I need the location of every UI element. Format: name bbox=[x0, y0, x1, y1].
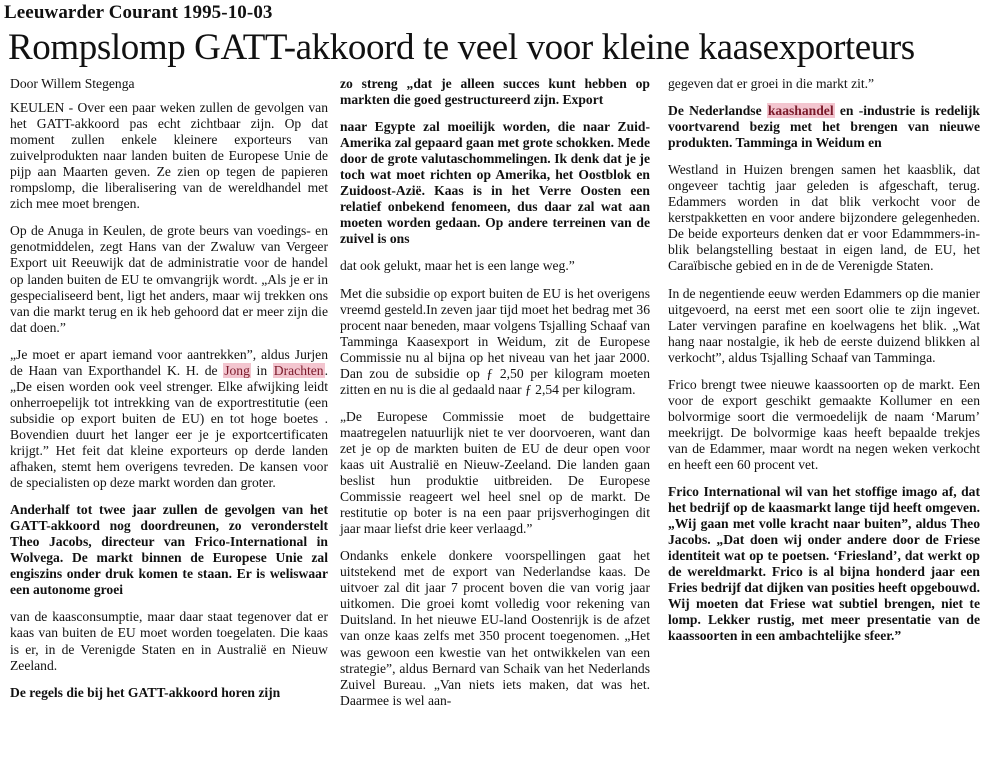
paragraph bbox=[10, 223, 328, 335]
headline: Rompslomp GATT-akkoord te veel voor kleine kaasexporteurs bbox=[8, 27, 915, 68]
text: Op de Anuga in Keulen, de grote beurs van voedings- en genotmiddelen, zegt Hans van der Zwaluw van Vergeer Export uit Reeuwijk dat de administratie voor de handel op landen buiten de EU te omvangrijk wordt. „Als je er in gespecialiseerd bent, ligt het anders, maar wij trekken ons van die markt terug en ik heb gehoord dat er meer zijn die dat doen.” bbox=[10, 223, 328, 335]
masthead: Leeuwarder Courant 1995-10-03 bbox=[4, 2, 273, 23]
text: De Nederlandse bbox=[668, 103, 767, 119]
highlight-kaashandel: kaashandel bbox=[767, 103, 834, 119]
paragraph: Met die subsidie op export buiten de EU is het overigens vreemd gesteld.In zeven jaar tijd moet het bedrag met 36 procent naar beneden, maar volgens Tsjalling Schaaf van Tamminga Kaasexport in Weidum, zit de Europese Commissie nu al bijna op het niveau van het jaar 2000. Dan zou de subsidie op ƒ 2,50 per kilogram moeten zitten en nu is die al gedaald naar ƒ 2,54 per kilogram. bbox=[340, 285, 650, 397]
column-2 bbox=[340, 76, 650, 720]
text: in bbox=[250, 362, 273, 378]
paragraph: zo streng „dat je alleen succes kunt hebben op markten die goed gestructureerd zijn. Export bbox=[340, 76, 650, 108]
byline: Door Willem Stegenga bbox=[10, 76, 135, 91]
text: „Je moet er apart iemand voor aantrekken”, aldus Jurjen de Haan van Exporthandel K. H. de bbox=[10, 346, 328, 378]
paragraph: van de kaasconsumptie, maar daar staat tegenover dat er kaas van buiten de EU moet worden toegelaten. Die kaas is er, in de Verenigde Staten en in Australië en Nieuw Zeeland. bbox=[10, 609, 328, 673]
paragraph: Frico brengt twee nieuwe kaassoorten op de markt. Een voor de export geschikt gemaakte Kollumer en een bolvormige soort die vermoedelijk de naam ‘Marum’ meekrijgt. De bolvormige kaas heeft bepaalde trekjes van de Edammer, maar wordt na negen weken verkocht en heeft een 60 procent vet. bbox=[668, 376, 980, 472]
text: en -industrie is redelijk voortvarend bezig met het brengen van nieuwe produkten. Tamminga in Weidum en bbox=[668, 103, 980, 151]
text: . „De eisen worden ook veel strenger. Elke afwijking leidt onherroepelijk tot intrekking van de exportrestitutie (een subsidie op export buiten de EU) en tot hoge boetes . Bovendien duurt het langer eer je je exportcertificaten krijgt.” Het feit dat kleine exporteurs op derde landen afhaken, stemt hem overigens tevreden. De kansen voor de specialisten op deze markt worden dan groter. bbox=[10, 362, 329, 491]
paragraph: dat ook gelukt, maar het is een lange weg.” bbox=[340, 258, 575, 274]
highlight-jong: Jong bbox=[224, 362, 250, 378]
column-3 bbox=[668, 76, 980, 656]
column-1 bbox=[10, 76, 328, 712]
paragraph: gegeven dat er groei in die markt zit.” bbox=[668, 76, 875, 91]
paragraph: De regels die bij het GATT-akkoord horen zijn bbox=[10, 684, 281, 700]
paragraph: Westland in Huizen brengen samen het kaasblik, dat ongeveer tachtig jaar geleden is afgeschaft, terug. Edammers worden in dat blik verkocht voor de kerstpakketten en voor andere bijzondere gelegenheden. De beide exporteurs denken dat er voor Edammmers-in-blik belangstelling bestaat in eigen land, de EU, het Caraïbische gebied en in de de Verenigde Staten. bbox=[668, 162, 980, 274]
paragraph bbox=[668, 103, 980, 151]
paragraph bbox=[10, 347, 328, 491]
paragraph: „De Europese Commissie moet de budgettaire maatregelen natuurlijk niet te ver doorvoeren, want dan zet je op de markten buiten de EU de deur open voor kaas uit Australië en Nieuw-Zeeland. Die landen gaan beslist hun produktie uitbreiden. De Europese Commissie reageert wel heel snel op de markt. De restitutie op boter is na een paar prijsverhogingen dit jaar maar liefst drie keer verlaagd.” bbox=[340, 408, 650, 537]
paragraph: Frico International wil van het stoffige imago af, dat het bedrijf op de kaasmarkt lange tijd heeft omgeven. „Wij gaan met volle kracht naar buiten”, aldus Theo Jacobs. „Dat doen wij onder andere door de Friese identiteit wat op te poetsen. ‘Friesland’, dat werkt op de wereldmarkt. Frico is al bijna honderd jaar een Fries bedrijf dat dijken van posities heeft opgebouwd. Wij moeten dat Friese wat subtiel brengen, niet te lomp. Lekker rustig, met meer presentatie van de kaassoorten in een ambachtelijke sfeer.” bbox=[668, 484, 980, 644]
paragraph: Anderhalf tot twee jaar zullen de gevolgen van het GATT-akkoord nog doordreunen, zo veronderstelt Theo Jacobs, directeur van Frico-International in Wolvega. De markt binnen de Europese Unie zal engiszins onder druk komen te staan. Er is weliswaar een autonome groei bbox=[10, 502, 328, 598]
paragraph: naar Egypte zal moeilijk worden, die naar Zuid-Amerika zal gepaard gaan met grote schokken. Mede door de grote valutaschommelingen. Ik denk dat je je toch wat moet richten op Amerika, het Oostblok en Zuidoost-Azië. Kaas is in het Verre Oosten een relatief onbekend fenomeen, dus daar zal wat aan moeten worden gedaan. Op andere terreinen van de zuivel is ons bbox=[340, 119, 650, 247]
paragraph: KEULEN - Over een paar weken zullen de gevolgen van het GATT-akkoord pas echt zichtbaar zijn. Op dat moment zullen enkele kleinere exporteurs van zuivelprodukten naar landen buiten de Europese Unie de pijp aan Maarten geven. Ze zien op tegen de papieren rompslomp, die liberalisering van de wereldhandel met zich mee moet brengen. bbox=[10, 100, 328, 212]
highlight-drachten: Drachten bbox=[273, 362, 324, 378]
paragraph: In de negentiende eeuw werden Edammers op die manier uitgevoerd, na eerst met een soort olie te zijn ingevet. Later vervingen parafine en koelwagens het blik. „Wat hang naar nostalgie, ik heb de eerste duizend blikken al verkocht”, aldus Tsjalling Schaaf van Tamminga. bbox=[668, 285, 980, 365]
paragraph: Ondanks enkele donkere voorspellingen gaat het uitstekend met de export van Nederlandse kaas. De uitvoer zal dit jaar 7 procent boven die van vorig jaar uitkomen. Die groei komt volledig voor rekening van Duitsland. In het nieuwe EU-land Oostenrijk is de afzet van onze kaas zelfs met 350 procent toegenomen. „Het was gewoon een kwestie van het ontwikkelen van een strategie”, aldus Bernard van Schaik van het Nederlands Zuivel Bureau. „Van niets iets maken, dat was het. Daarmee is wel aan- bbox=[340, 548, 650, 708]
